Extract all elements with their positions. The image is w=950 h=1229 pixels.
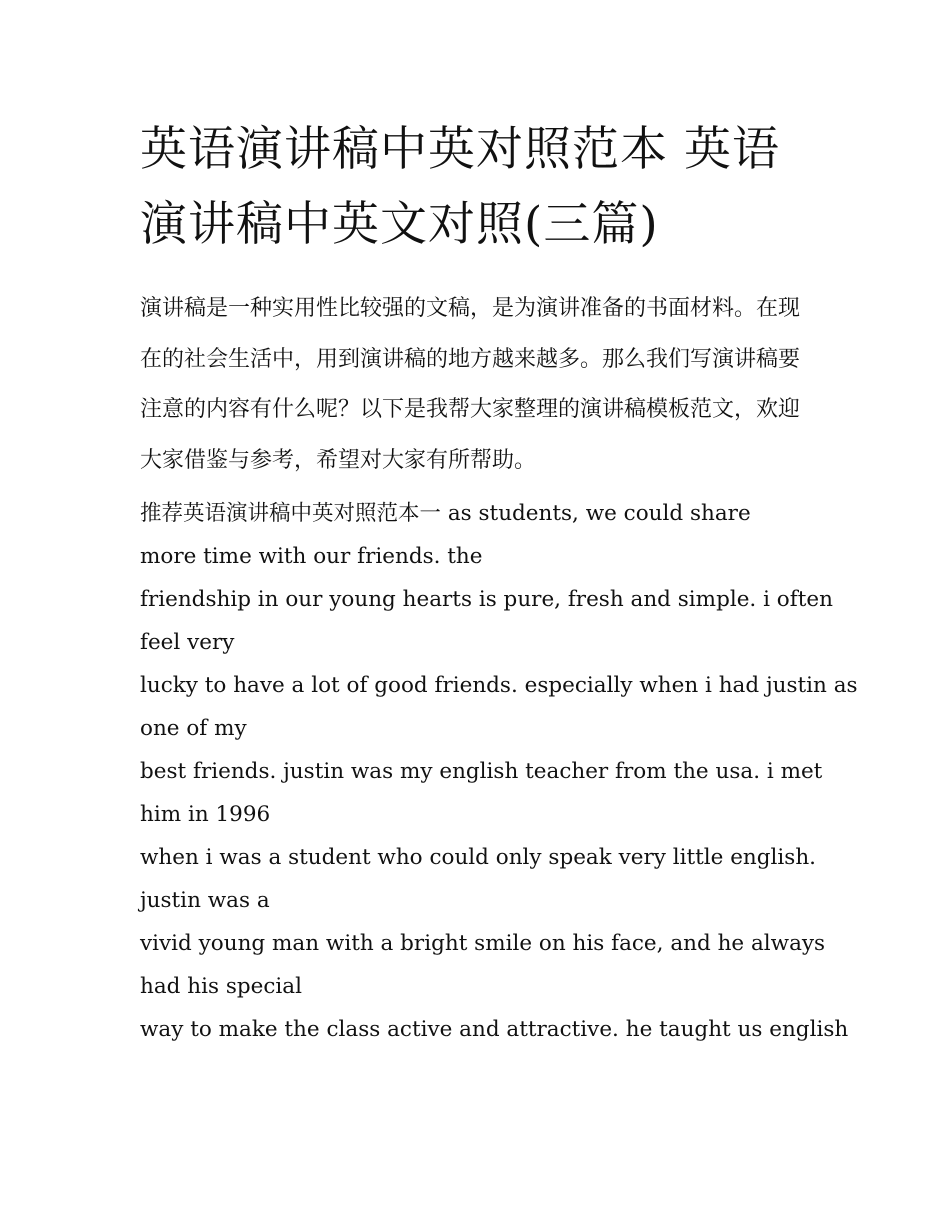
body-line: friendship in our young hearts is pure, fresh and simple. i often [140, 587, 833, 612]
body-line: best friends. justin was my english teacher from the usa. i met [140, 759, 823, 784]
body-line: when i was a student who could only speak very little english. [140, 845, 817, 870]
body-text [140, 492, 858, 1051]
body-line: lucky to have a lot of good friends. especially when i had justin as [140, 673, 858, 698]
document-page [140, 112, 858, 1051]
body-line: more time with our friends. the [140, 544, 483, 569]
body-line: feel very [140, 630, 235, 655]
body-line: way to make the class active and attractive. he taught us english [140, 1017, 849, 1042]
body-line: had his special [140, 974, 302, 999]
intro-paragraph: 演讲稿是一种实用性比较强的文稿，是为演讲准备的书面材料。在现在的社会生活中，用到演讲稿的地方越来越多。那么我们写演讲稿要注意的内容有什么呢？以下是我帮大家整理的演讲稿模板范文，欢迎大家借鉴与参考，希望对大家有所帮助。 [140, 296, 801, 473]
body-line: justin was a [140, 888, 270, 913]
document-title: 英语演讲稿中英对照范本 英语演讲稿中英文对照(三篇) [140, 122, 780, 252]
body-line: 推荐英语演讲稿中英对照范本一 as students, we could share [140, 501, 751, 526]
body-line: vivid young man with a bright smile on his face, and he always [140, 931, 826, 956]
body-line: one of my [140, 716, 247, 741]
body-line: him in 1996 [140, 802, 271, 827]
